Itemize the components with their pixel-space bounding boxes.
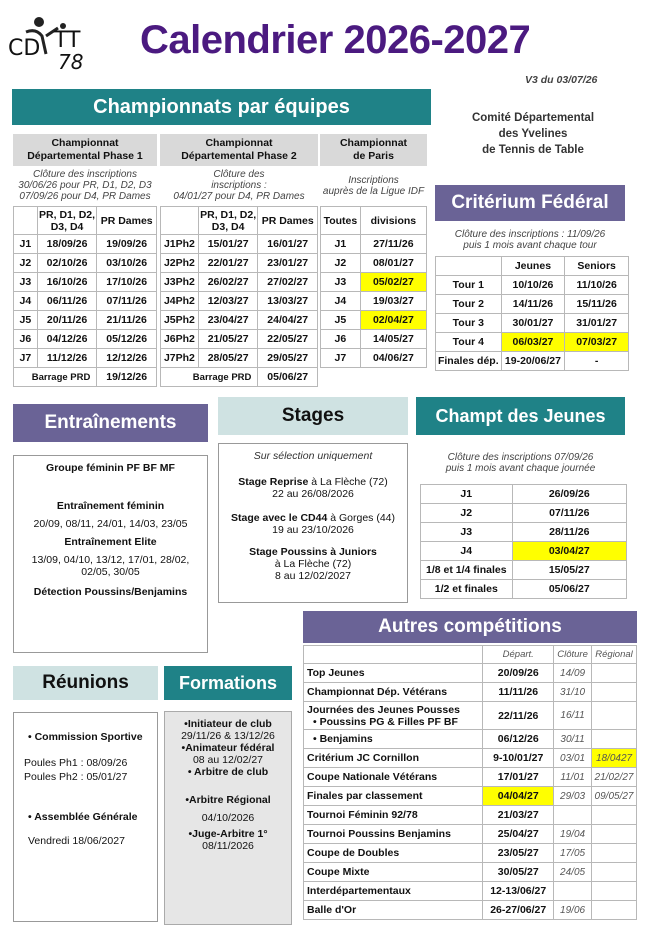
date-cell: 16/01/27 [258,235,318,254]
entr-box [13,455,208,653]
round-label: J7 [321,349,361,368]
col-header: Jeunes [501,257,565,276]
date-cell: 15/11/26 [565,295,629,314]
date-cell: 20/11/26 [37,311,97,330]
table-row [321,349,427,368]
round-label: J5 [14,311,38,330]
table-row [421,485,627,504]
competition-name: • Benjamins [304,730,483,749]
cloture-cell: 11/01 [554,768,592,787]
committee-line: des Yvelines [498,128,568,140]
regional-cell [592,730,637,749]
reunion-item: • Assemblée Générale [28,811,138,823]
date-cell: 22/01/27 [198,254,258,273]
date-cell: 29/05/27 [258,349,318,368]
committee-name [448,110,618,158]
table-row [161,254,318,273]
date-cell: 04/04/27 [483,787,554,806]
regional-cell [592,664,637,683]
date-cell: 18/09/26 [37,235,97,254]
round-label: J3 [421,523,513,542]
committee-line: Comité Départemental [471,112,595,124]
round-label: 1/2 et finales [421,580,513,599]
reunion-detail: Poules Ph1 : 08/09/26 [24,757,128,769]
crit-table [435,256,629,371]
cloture-cell: 19/04 [554,825,592,844]
round-label: Tour 4 [436,333,502,352]
date-cell: 08/01/27 [360,254,426,273]
entr-header: Entraînements [13,404,208,442]
competition-name: Championnat Dép. Vétérans [304,683,483,702]
ph2-title: Championnat Départemental Phase 2 [160,134,318,166]
date-cell: 19-20/06/27 [501,352,565,371]
round-label: J6 [14,330,38,349]
stages-header: Stages [218,397,408,435]
table-row [304,844,637,863]
stages-box [218,443,408,603]
date-cell: 05/12/26 [97,330,157,349]
round-label: Tour 2 [436,295,502,314]
cloture-cell: 29/03 [554,787,592,806]
cloture-cell: 30/11 [554,730,592,749]
logo-tt: TT [54,28,81,53]
paris-note: Inscriptions auprès de la Ligue IDF [322,175,425,197]
table-row [304,749,637,768]
round-label: J3Ph2 [161,273,199,292]
logo-number: 78 [58,50,84,74]
date-cell: 25/04/27 [483,825,554,844]
entr-group-title: Groupe féminin PF BF MF [46,462,175,474]
table-row [304,702,637,730]
entr-elite-title: Entraînement Elite [64,536,157,548]
regional-cell [592,683,637,702]
date-cell: 23/04/27 [198,311,258,330]
regional-cell: 21/02/27 [592,768,637,787]
cloture-cell: 16/11 [554,702,592,730]
competition-name: Coupe Nationale Vétérans [304,768,483,787]
table-row [161,235,318,254]
date-cell: 12-13/06/27 [483,882,554,901]
table-row [304,863,637,882]
crit-header: Critérium Fédéral [435,185,625,221]
stages-subtitle: Sur sélection uniquement [253,450,373,462]
formation-item: •Animateur fédéral [181,742,275,754]
table-row [321,254,427,273]
table-row [304,806,637,825]
regional-cell: 09/05/27 [592,787,637,806]
cloture-cell: 31/10 [554,683,592,702]
date-cell: 11/11/26 [483,683,554,702]
stage-name: Stage Reprise [238,476,309,488]
table-header-row [14,207,157,235]
col-header: divisions [360,207,426,235]
entr-detection: Détection Poussins/Benjamins [33,586,188,598]
round-label: J5Ph2 [161,311,199,330]
table-row [14,311,157,330]
col-header: PR, D1, D2, D3, D4 [200,208,257,233]
date-cell: 04/06/27 [360,349,426,368]
date-cell: 30/05/27 [483,863,554,882]
date-cell: 21/11/26 [97,311,157,330]
date-cell: 14/05/27 [360,330,426,349]
reunions-box [13,712,158,922]
competition-name: Interdépartementaux [304,882,483,901]
date-cell: 27/11/26 [360,235,426,254]
round-label: Tour 1 [436,276,502,295]
cloture-cell: 14/09 [554,664,592,683]
date-cell: 17/10/26 [97,273,157,292]
col-header: Clôture [554,646,592,664]
ph2-table [160,206,318,387]
autres-header: Autres compétitions [303,611,637,643]
round-label: J2 [14,254,38,273]
col-header: Seniors [565,257,629,276]
version-label: V3 du 03/07/26 [525,74,598,86]
stage-dates: 8 au 12/02/2027 [275,570,351,582]
table-row [421,523,627,542]
col-header: PR, D1, D2, D3, D4 [39,208,96,233]
ph2-note: Clôture des inscriptions : 04/01/27 pour D4, PR Dames [173,169,305,202]
date-cell: 31/01/27 [565,314,629,333]
round-label: Tour 3 [436,314,502,333]
formation-dates: 29/11/26 & 13/12/26 [181,730,275,742]
round-label: J4 [421,542,513,561]
date-cell: 22/11/26 [483,702,554,730]
round-label: J1Ph2 [161,235,199,254]
competition-name: Coupe de Doubles [304,844,483,863]
stage-name: Stage avec le CD44 [230,512,328,524]
date-cell: 06/11/26 [37,292,97,311]
table-row [304,882,637,901]
reunion-item: • Commission Sportive [28,731,143,743]
date-cell: 14/11/26 [501,295,565,314]
stage-place: à La Flèche (72) [308,476,388,488]
date-cell: 04/12/26 [37,330,97,349]
date-cell: 21/05/27 [198,330,258,349]
barrage-date: 05/06/27 [258,368,318,387]
date-cell: 26/02/27 [198,273,258,292]
regional-cell [592,806,637,825]
date-cell: 26/09/26 [512,485,626,504]
date-cell: 27/02/27 [258,273,318,292]
table-row [14,368,157,387]
round-label: J1 [321,235,361,254]
table-row [14,235,157,254]
regional-cell [592,825,637,844]
round-label: J7 [14,349,38,368]
date-cell: 12/03/27 [198,292,258,311]
date-cell: 23/01/27 [258,254,318,273]
table-row [14,273,157,292]
competition-name: Finales par classement [304,787,483,806]
round-label: J7Ph2 [161,349,199,368]
table-row [421,580,627,599]
cloture-cell: 24/05 [554,863,592,882]
date-cell: 06/12/26 [483,730,554,749]
date-cell: 06/03/27 [501,333,565,352]
date-cell: 10/10/26 [501,276,565,295]
table-row [436,314,629,333]
date-cell: 15/05/27 [512,561,626,580]
date-cell: 02/04/27 [360,311,426,330]
table-row [161,368,318,387]
date-cell: 22/05/27 [258,330,318,349]
table-row [304,730,637,749]
formation-item: •Arbitre Régional [185,794,271,806]
table-row [14,292,157,311]
table-row [304,664,637,683]
autres-table [303,645,637,920]
table-row [321,235,427,254]
entr-feminin-title: Entraînement féminin [56,500,165,512]
date-cell: 03/04/27 [512,542,626,561]
table-row [321,273,427,292]
date-cell: 07/11/26 [512,504,626,523]
stage-place: à La Flèche (72) [274,558,352,570]
regional-cell: 18/0427 [592,749,637,768]
round-label: J4Ph2 [161,292,199,311]
formation-dates: 08 au 12/02/27 [192,754,264,766]
date-cell: 02/10/26 [37,254,97,273]
date-cell: 21/03/27 [483,806,554,825]
table-row [321,330,427,349]
date-cell: 23/05/27 [483,844,554,863]
date-cell: 17/01/27 [483,768,554,787]
formations-box [164,711,292,925]
date-cell: 28/11/26 [512,523,626,542]
competition-name: Top Jeunes [304,664,483,683]
col-header: PR Dames [97,207,157,235]
col-header: Régional [592,646,637,664]
crit-note: Clôture des inscriptions : 11/09/26 puis 1 mois avant chaque tour [454,229,606,251]
table-row [161,311,318,330]
cloture-cell: 17/05 [554,844,592,863]
competition-sub-item: • Poussins PG & Filles PF BF [313,715,458,728]
table-row [436,295,629,314]
date-cell: 15/01/27 [198,235,258,254]
table-row [304,683,637,702]
cdj-header: Champt des Jeunes [416,397,625,435]
cloture-cell: 03/01 [554,749,592,768]
table-header-row [321,207,427,235]
round-label: J6Ph2 [161,330,199,349]
table-header-row [436,257,629,276]
table-header-row [161,207,318,235]
date-cell: 05/02/27 [360,273,426,292]
round-label: J3 [14,273,38,292]
table-header-row [304,646,637,664]
formation-dates: 08/11/2026 [202,840,254,852]
barrage-label: Barrage PRD [14,368,97,387]
competition-name: Balle d'Or [304,901,483,920]
date-cell: 07/11/26 [97,292,157,311]
stage-place: à Gorges (44) [327,512,395,524]
competition-name: Tournoi Poussins Benjamins [304,825,483,844]
date-cell: 11/12/26 [37,349,97,368]
entr-elite-dates: 02/05, 30/05 [81,566,140,578]
regional-cell [592,702,637,730]
col-header: PR Dames [258,207,318,235]
page-title: Calendrier 2026-2027 [140,18,531,62]
formation-dates: 04/10/2026 [201,812,255,824]
ph1-table [13,206,157,387]
date-cell: 13/03/27 [258,292,318,311]
entr-feminin-dates: 20/09, 08/11, 24/01, 14/03, 23/05 [33,518,188,530]
date-cell: 28/05/27 [198,349,258,368]
round-label: J4 [321,292,361,311]
ph1-note: Clôture des inscriptions 30/06/26 pour PR, D1, D2, D3 07/09/26 pour D4, PR Dames [18,169,152,202]
table-row [304,787,637,806]
date-cell: 20/09/26 [483,664,554,683]
table-row [161,330,318,349]
table-row [304,825,637,844]
cdj-table [420,484,627,599]
round-label: J1 [14,235,38,254]
committee-line: de Tennis de Table [482,144,584,156]
round-label: J6 [321,330,361,349]
competition-name: Critérium JC Cornillon [304,749,483,768]
round-label: 1/8 et 1/4 finales [421,561,513,580]
table-row [421,561,627,580]
competition-name [304,702,483,730]
paris-title: Championnat de Paris [320,134,427,166]
date-cell: 24/04/27 [258,311,318,330]
logo-cd: CD [8,36,41,61]
regional-cell [592,863,637,882]
table-row [161,273,318,292]
ph1-title: Championnat Départemental Phase 1 [13,134,157,166]
col-header: Départ. [483,646,554,664]
round-label: J3 [321,273,361,292]
reunions-header: Réunions [13,666,158,700]
competition-name: Tournoi Féminin 92/78 [304,806,483,825]
date-cell: 05/06/27 [512,580,626,599]
cloture-cell: 19/06 [554,901,592,920]
reunion-detail: Vendredi 18/06/2027 [28,835,125,847]
date-cell: 19/09/26 [97,235,157,254]
date-cell: 26-27/06/27 [483,901,554,920]
round-label: J4 [14,292,38,311]
barrage-label: Barrage PRD [161,368,258,387]
table-row [304,901,637,920]
date-cell: 19/03/27 [360,292,426,311]
date-cell: - [565,352,629,371]
table-row [321,311,427,330]
round-label: J2Ph2 [161,254,199,273]
cloture-cell [554,882,592,901]
stage-dates: 22 au 26/08/2026 [272,488,354,500]
table-row [161,349,318,368]
table-row [436,276,629,295]
date-cell: 03/10/26 [97,254,157,273]
reunion-detail: Poules Ph2 : 05/01/27 [24,771,128,783]
stage-item [219,512,407,524]
formation-item: •Juge-Arbitre 1° [188,828,268,840]
competition-name-line: Journées des Jeunes Pousses [307,703,460,716]
table-row [14,254,157,273]
barrage-date: 19/12/26 [97,368,157,387]
col-header: Toutes [321,207,361,235]
table-row [14,349,157,368]
cloture-cell [554,806,592,825]
logo [6,14,86,72]
round-label: J1 [421,485,513,504]
table-row [14,330,157,349]
regional-cell [592,901,637,920]
competition-name: Coupe Mixte [304,863,483,882]
stage-name: Stage Poussins à Juniors [249,546,377,558]
regional-cell [592,882,637,901]
regional-cell [592,844,637,863]
date-cell: 9-10/01/27 [483,749,554,768]
table-row [161,292,318,311]
table-row [304,768,637,787]
stage-item [219,476,407,488]
date-cell: 07/03/27 [565,333,629,352]
round-label: J2 [321,254,361,273]
paris-table [320,206,427,368]
stage-dates: 19 au 23/10/2026 [272,524,354,536]
formations-header: Formations [164,666,292,700]
cdj-note: Clôture des inscriptions 07/09/26 puis 1 mois avant chaque journée [445,452,596,474]
table-row [436,352,629,371]
champ-header: Championnats par équipes [12,89,431,125]
table-row [321,292,427,311]
round-label: Finales dép. [436,352,502,371]
entr-elite-dates: 13/09, 04/10, 13/12, 17/01, 28/02, [31,554,190,566]
table-row [436,333,629,352]
round-label: J2 [421,504,513,523]
date-cell: 30/01/27 [501,314,565,333]
table-row [421,542,627,561]
date-cell: 12/12/26 [97,349,157,368]
formation-item: •Initiateur de club [184,718,272,730]
date-cell: 16/10/26 [37,273,97,292]
table-row [421,504,627,523]
round-label: J5 [321,311,361,330]
formation-item: • Arbitre de club [187,766,269,778]
date-cell: 11/10/26 [565,276,629,295]
